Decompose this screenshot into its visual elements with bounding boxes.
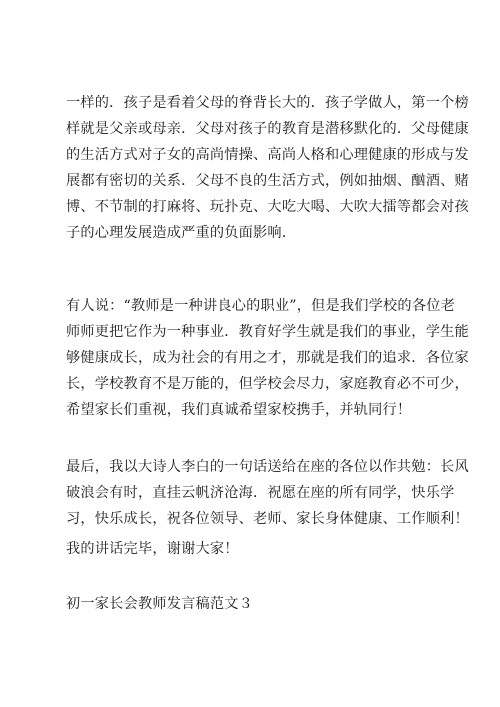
text-line: 展都有密切的关系．父母不良的生活方式，例如抽烟、酗酒、赌 [66, 173, 469, 189]
paragraph-speech-end [66, 536, 438, 562]
text-line: 有人说：“教师是一种讲良心的职业”，但是我们学校的各位老 [66, 298, 455, 314]
paragraph-teacher-conscience [66, 293, 469, 423]
text-line: 师师更把它作为一种事业．教育好学生就是我们的事业，学生能 [66, 324, 469, 340]
text-line: 我的讲话完毕，谢谢大家！ [66, 541, 239, 557]
heading-text: 初一家长会教师发言稿范文３ [66, 596, 254, 612]
text-line: 博、不节制的打麻将、玩扑克、大吃大喝、大吹大擂等都会对孩 [66, 199, 469, 215]
text-line: 子的心理发展造成严重的负面影响． [66, 225, 297, 241]
text-line: 习，快乐成长，祝各位领导、老师、家长身体健康、工作顺利！ [66, 511, 469, 527]
text-line: 样就是父亲或母亲．父母对孩子的教育是潜移默化的．父母健康 [66, 121, 469, 137]
text-line: 够健康成长，成为社会的有用之才，那就是我们的追求．各位家 [66, 350, 469, 366]
text-line: 的生活方式对子女的高尚情操、高尚人格和心理健康的形成与发 [66, 147, 469, 163]
text-line: 一样的．孩子是看着父母的脊背长大的．孩子学做人，第一个榜 [66, 95, 469, 111]
text-line: 希望家长们重视，我们真诚希望家校携手，并轨同行！ [66, 402, 412, 418]
paragraph-closing-wishes [66, 454, 469, 532]
text-line: 长，学校教育不是万能的，但学校会尽力，家庭教育必不可少， [66, 376, 469, 392]
section-heading [66, 591, 438, 617]
paragraph-family-influence [66, 90, 469, 246]
text-line: 最后，我以大诗人李白的一句话送给在座的各位以作共勉：长风 [66, 459, 469, 475]
text-line: 破浪会有时，直挂云帆济沧海．祝愿在座的所有同学，快乐学 [66, 485, 455, 501]
